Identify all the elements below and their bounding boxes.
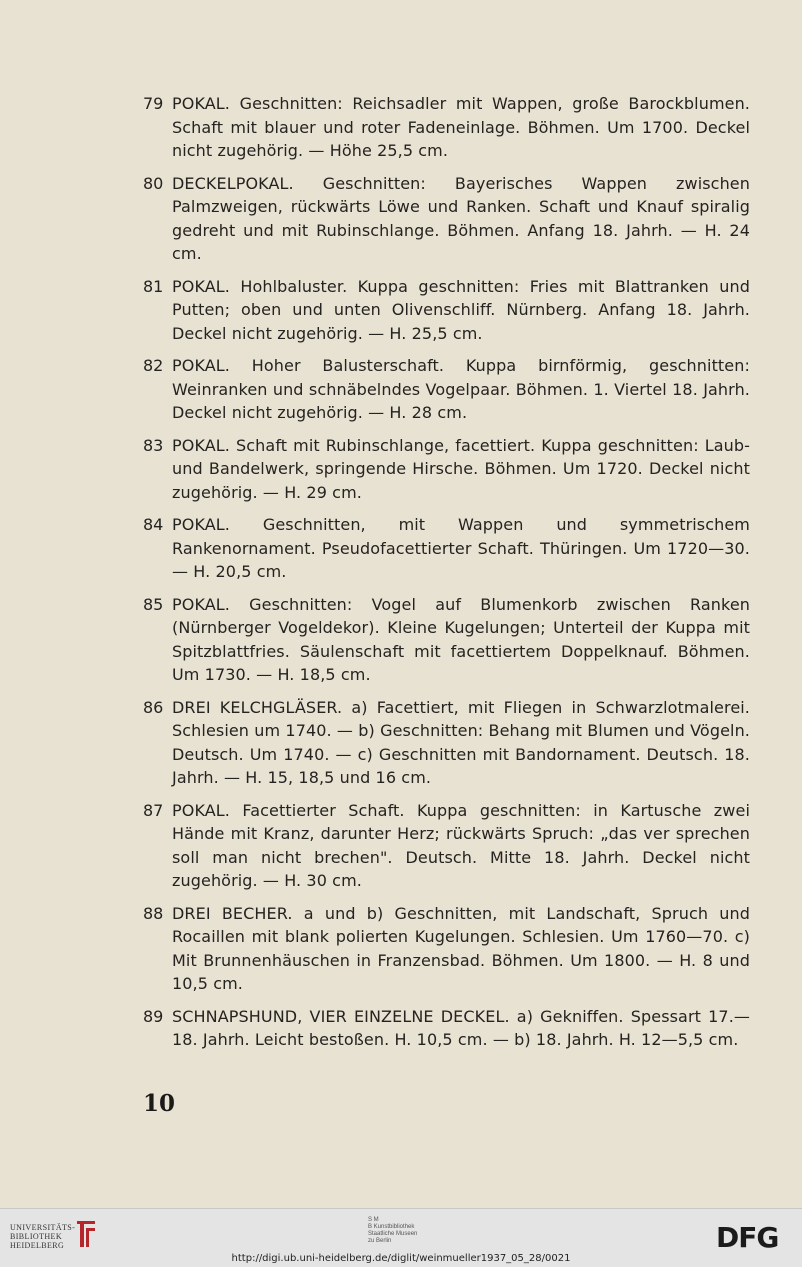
catalog-entry <box>140 593 750 687</box>
entry-text: DREI BECHER. a und b) Geschnitten, mit Landschaft, Spruch und Rocaillen mit blank polierten Kugelungen. Schlesien. Um 1760—70. c) Mit Brunnenhäuschen in Franzensbad. Böhmen. Um 1800. — H. 8 und 10,5 cm. <box>172 903 750 993</box>
entry-number: 82 <box>143 356 164 375</box>
entry-text: POKAL. Schaft mit Rubinschlange, facettiert. Kuppa geschnitten: Laub- und Bandelwerk, springende Hirsche. Böhmen. Um 1720. Deckel nicht zugehörig. — H. 29 cm. <box>172 435 750 502</box>
entry-text: POKAL. Facettierter Schaft. Kuppa geschnitten: in Kartusche zwei Hände mit Kranz, darunter Herz; rückwärts Spruch: „das ver sprechen soll man nicht brechen". Deutsch. Mitte 18. Jahrh. Deckel nicht zugehörig. — H. 30 cm. <box>172 800 750 890</box>
catalog-entry <box>140 434 750 505</box>
entry-text: DECKELPOKAL. Geschnitten: Bayerisches Wappen zwischen Palmzweigen, rückwärts Löwe und Ranken. Schaft und Knauf spiralig gedreht und mit Rubinschlange. Böhmen. Anfang 18. Jahrh. — H. 24 cm. <box>172 173 750 263</box>
viewer-footer <box>0 1208 802 1267</box>
page-number: 10 <box>143 1090 176 1117</box>
entry-number: 85 <box>143 594 164 614</box>
entry-text: POKAL. Hohlbaluster. Kuppa geschnitten: Fries mit Blattranken und Putten; oben und unten Olivenschliff. Nürnberg. Anfang 18. Jahrh. Deckel nicht zugehörig. — H. 25,5 cm. <box>172 276 750 343</box>
entry-number: 84 <box>143 515 164 534</box>
smb-logo-line: S M <box>368 1217 379 1223</box>
entry-number: 87 <box>143 800 164 820</box>
entry-number: 88 <box>143 903 164 923</box>
university-logo-line: UNIVERSITÄTS- <box>10 1223 76 1232</box>
catalog-entry <box>140 354 750 425</box>
catalog-entry <box>140 696 750 790</box>
catalog-entry <box>140 92 750 163</box>
university-library-logo[interactable] <box>10 1223 75 1250</box>
entry-number: 86 <box>143 697 164 717</box>
entry-number: 79 <box>143 94 164 113</box>
catalog-entries <box>140 92 750 1061</box>
catalog-entry <box>140 799 750 893</box>
smb-logo-line: B Kunstbibliothek <box>368 1224 415 1230</box>
smb-kunstbibliothek-logo[interactable] <box>368 1217 417 1245</box>
entry-text: POKAL. Geschnitten, mit Wappen und symmetrischem Rankenornament. Pseudofacettierter Schaft. Thüringen. Um 1720—30. — H. 20,5 cm. <box>172 515 750 581</box>
smb-logo-line: Staatliche Museen <box>368 1231 418 1237</box>
entry-text: POKAL. Hoher Balusterschaft. Kuppa birnförmig, geschnitten: Weinranken und schnäbelndes Vogelpaar. Böhmen. 1. Viertel 18. Jahrh. Deckel nicht zugehörig. — H. 28 cm. <box>172 356 750 422</box>
entry-text: POKAL. Geschnitten: Reichsadler mit Wappen, große Barockblumen. Schaft mit blauer und roter Fadeneinlage. Böhmen. Um 1700. Deckel nicht zugehörig. — Höhe 25,5 cm. <box>172 94 750 160</box>
entry-number: 81 <box>143 276 164 296</box>
catalog-entry <box>140 275 750 346</box>
entry-text: POKAL. Geschnitten: Vogel auf Blumenkorb zwischen Ranken (Nürnberger Vogeldekor). Kleine Kugelungen; Unterteil der Kuppa mit Spitzblattfries. Säulenschaft mit facettiertem Doppelknauf. Böhmen. Um 1730. — H. 18,5 cm. <box>172 594 750 684</box>
smb-logo-line: zu Berlin <box>368 1238 392 1244</box>
university-logo-line: HEIDELBERG <box>10 1241 65 1250</box>
dfg-logo[interactable]: DFG <box>716 1221 779 1254</box>
catalog-entry <box>140 902 750 996</box>
catalog-entry <box>140 513 750 584</box>
entry-number: 80 <box>143 173 164 193</box>
entry-text: SCHNAPSHUND, VIER EINZELNE DECKEL. a) Gekniffen. Spessart 17.—18. Jahrh. Leicht bestoßen. H. 10,5 cm. — b) 18. Jahrh. H. 12—5,5 cm. <box>172 1006 750 1049</box>
university-emblem-icon <box>75 1219 97 1249</box>
catalog-entry <box>140 172 750 266</box>
entry-text: DREI KELCHGLÄSER. a) Facettiert, mit Fliegen in Schwarzlotmalerei. Schlesien um 1740. — b) Geschnitten: Behang mit Blumen und Vögeln. Deutsch. Um 1740. — c) Geschnitten mit Bandornament. Deutsch. 18. Jahrh. — H. 15, 18,5 und 16 cm. <box>172 697 750 787</box>
entry-number: 89 <box>143 1006 164 1026</box>
permalink-url[interactable]: http://digi.ub.uni-heidelberg.de/diglit/weinmueller1937_05_28/0021 <box>231 1253 571 1264</box>
entry-number: 83 <box>143 435 164 455</box>
catalog-entry <box>140 1005 750 1052</box>
university-logo-line: BIBLIOTHEK <box>10 1232 62 1241</box>
